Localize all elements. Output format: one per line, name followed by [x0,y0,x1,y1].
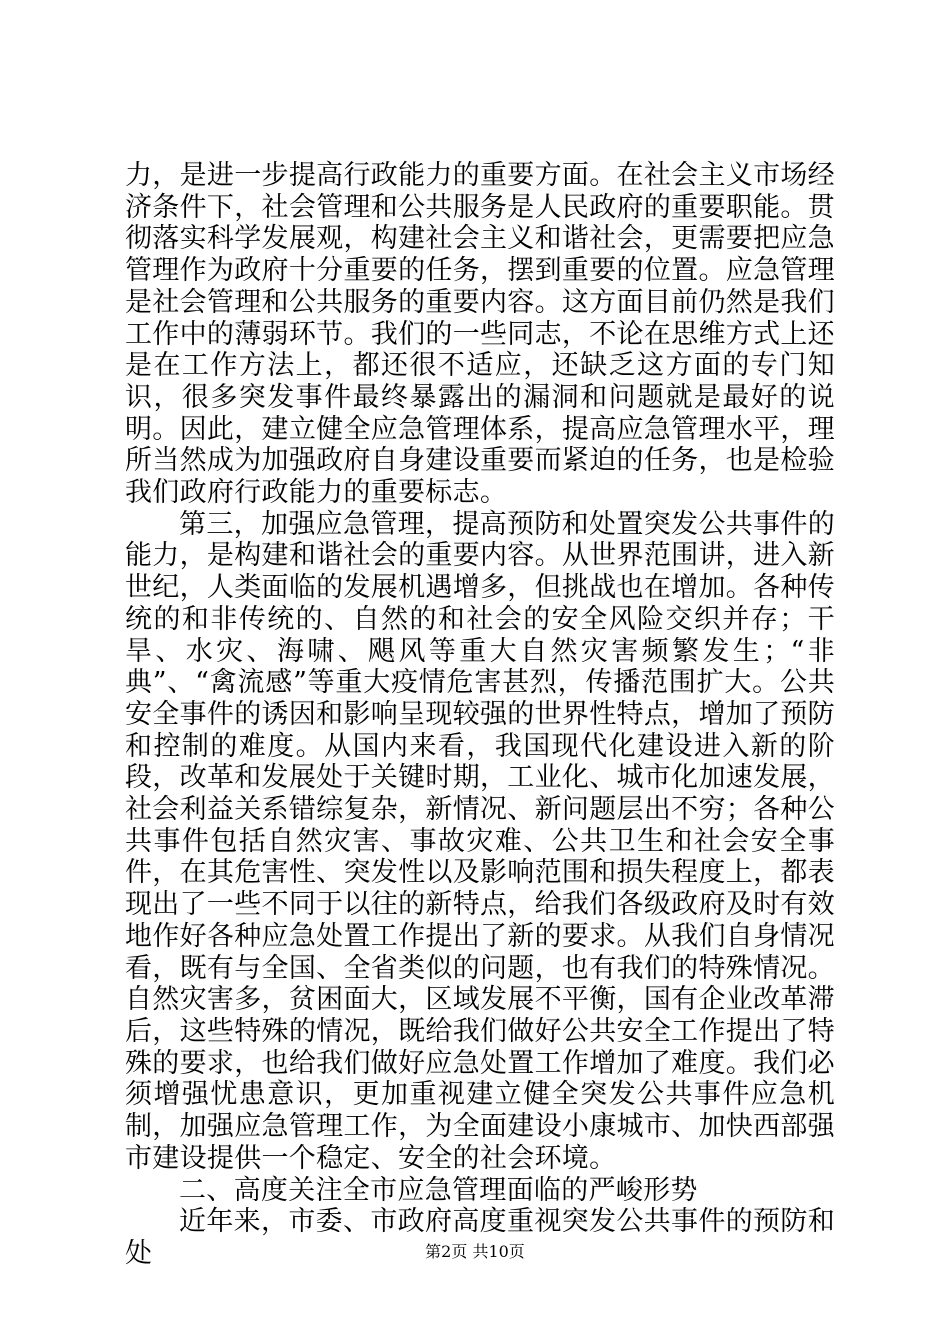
paragraph-section-two-start: 近年来，市委、市政府高度重视突发公共事件的预防和处 [125,1206,835,1269]
paragraph-continuation: 力，是进一步提高行政能力的重要方面。在社会主义市场经济条件下，社会管理和公共服务是人民政府的重要职能。贯彻落实科学发展观，构建社会主义和谐社会，更需要把应急管理作为政府十分重要的任务，摆到重要的位置。应急管理是社会管理和公共服务的重要内容。这方面目前仍然是我们工作中的薄弱环节。我们的一些同志，不论在思维方式上还是在工作方法上，都还很不适应，还缺乏这方面的专门知识，很多突发事件最终暴露出的漏洞和问题就是最好的说明。因此，建立健全应急管理体系，提高应急管理水平，理所当然成为加强政府自身建设重要而紧迫的任务，也是检验我们政府行政能力的重要标志。 [125,160,835,509]
section-heading-two: 二、高度关注全市应急管理面临的严峻形势 [179,1174,698,1206]
paragraph-point-three: 第三，加强应急管理，提高预防和处置突发公共事件的能力，是构建和谐社会的重要内容。从世界范围讲，进入新世纪，人类面临的发展机遇增多，但挑战也在增加。各种传统的和非传统的、自然的和社会的安全风险交织并存；干旱、水灾、海啸、飓风等重大自然灾害频繁发生；“非典”、“禽流感”等重大疫情危害甚烈，传播范围扩大。公共安全事件的诱因和影响呈现较强的世界性特点，增加了预防和控制的难度。从国内来看，我国现代化建设进入新的阶段，改革和发展处于关键时期，工业化、城市化加速发展，社会利益关系错综复杂，新情况、新问题层出不穷；各种公共事件包括自然灾害、事故灾难、公共卫生和社会安全事件，在其危害性、突发性以及影响范围和损失程度上，都表现出了一些不同于以往的新特点，给我们各级政府及时有效地作好各种应急处置工作提出了新的要求。从我们自身情况看，既有与全国、全省类似的问题，也有我们的特殊情况。自然灾害多，贫困面大，区域发展不平衡，国有企业改革滞后，这些特殊的情况，既给我们做好公共安全工作提出了特殊的要求，也给我们做好应急处置工作增加了难度。我们必须增强忧患意识，更加重视建立健全突发公共事件应急机制，加强应急管理工作，为全面建设小康城市、加快西部强市建设提供一个稳定、安全的社会环境。 [125,508,835,1174]
page-number-footer: 第2页 共10页 [425,1242,525,1261]
document-body [125,160,835,1270]
